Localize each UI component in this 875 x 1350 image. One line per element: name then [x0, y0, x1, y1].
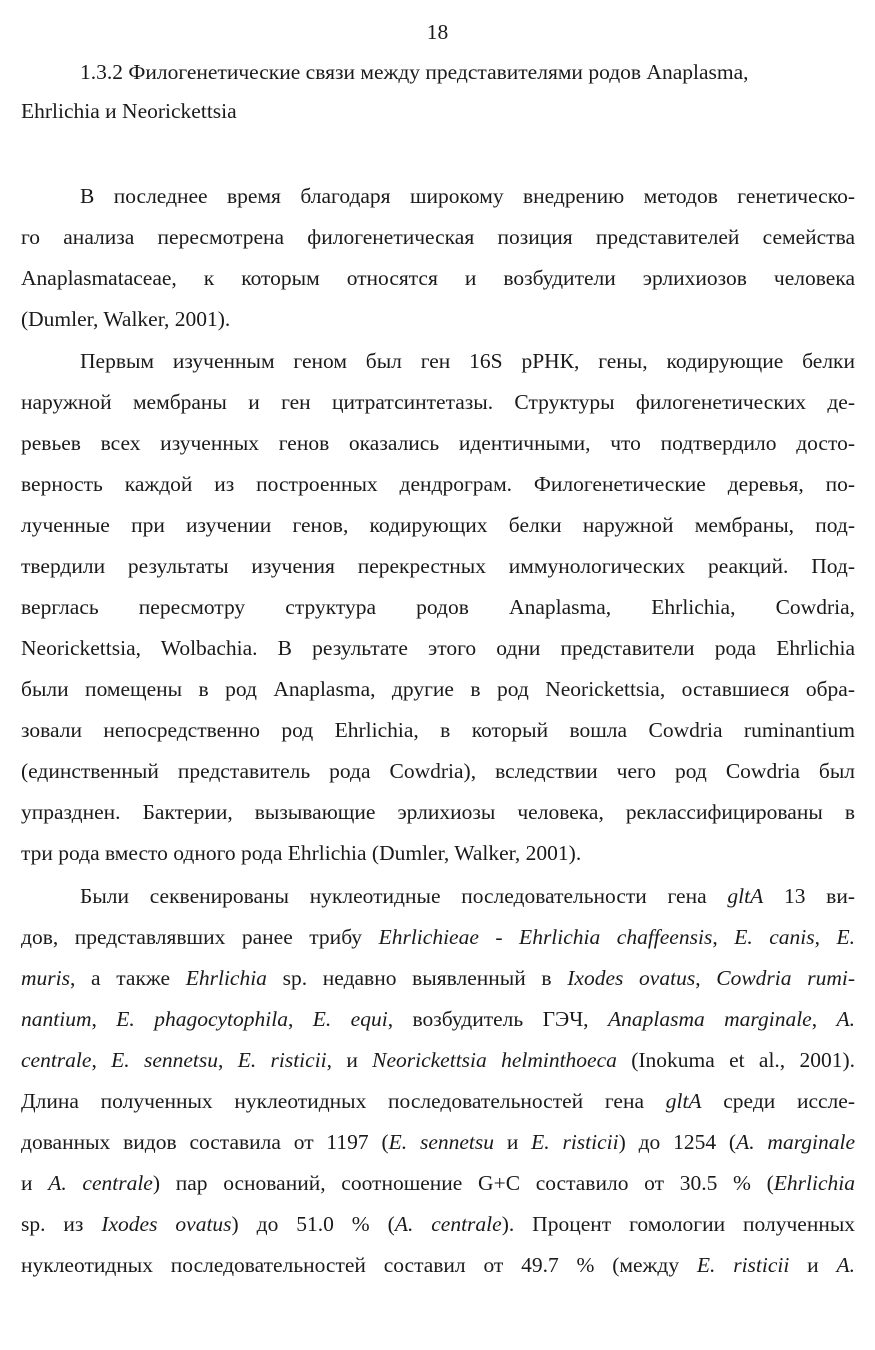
paragraph-2-line: верглась пересмотру структура родов Anaplasma, Ehrlichia, Cowdria,: [21, 595, 855, 619]
paragraph-2-line: верность каждой из построенных дендрограм. Филогенетические деревья, по-: [21, 472, 855, 496]
paragraph-1-line: го анализа пересмотрена филогенетическая позиция представителей семейства: [21, 225, 855, 249]
page-number: 18: [426, 20, 449, 44]
paragraph-2-line: зовали непосредственно род Ehrlichia, в который вошла Cowdria ruminantium: [21, 718, 855, 742]
paragraph-1-line: (Dumler, Walker, 2001).: [21, 307, 231, 331]
section-heading-line-2: Ehrlichia и Neorickettsia: [21, 99, 237, 123]
paragraph-2-line: наружной мембраны и ген цитратсинтетазы. Структуры филогенетических де-: [21, 390, 855, 414]
paragraph-3-line: centrale, E. sennetsu, E. risticii, и Neorickettsia helminthoeca (Inokuma et al., 2001).: [21, 1048, 855, 1072]
paragraph-1-line: В последнее время благодаря широкому внедрению методов генетическо-: [80, 184, 855, 208]
paragraph-2-line: Первым изученным геном был ген 16S рРНК, гены, кодирующие белки: [80, 349, 855, 373]
paragraph-3-line: Были секвенированы нуклеотидные последовательности гена gltA 13 ви-: [80, 884, 855, 908]
paragraph-3-line: nantium, E. phagocytophila, E. equi, возбудитель ГЭЧ, Anaplasma marginale, A.: [21, 1007, 856, 1031]
paragraph-2-line: три рода вместо одного рода Ehrlichia (Dumler, Walker, 2001).: [21, 841, 582, 865]
paragraph-2-line: (единственный представитель рода Cowdria), вследствии чего род Cowdria был: [21, 759, 855, 783]
paragraph-2-line: упразднен. Бактерии, вызывающие эрлихиозы человека, реклассифицированы в: [21, 800, 855, 824]
paragraph-2-line: Neorickettsia, Wolbachia. В результате этого одни представители рода Ehrlichia: [21, 636, 855, 660]
paragraph-3-line: нуклеотидных последовательностей составил от 49.7 % (между E. risticii и A.: [21, 1253, 855, 1277]
paragraph-2-line: были помещены в род Anaplasma, другие в род Neorickettsia, оставшиеся обра-: [21, 677, 855, 701]
paragraph-2-line: твердили результаты изучения перекрестных иммунологических реакций. Под-: [21, 554, 855, 578]
paragraph-3-line: дованных видов составила от 1197 (E. sennetsu и E. risticii) до 1254 (A. marginale: [21, 1130, 856, 1154]
paragraph-3-line: muris, а также Ehrlichia sp. недавно выявленный в Ixodes ovatus, Cowdria rumi-: [21, 966, 855, 990]
paragraph-2-line: ревьев всех изученных генов оказались идентичными, что подтвердило досто-: [21, 431, 855, 455]
paragraph-3-line: sp. из Ixodes ovatus) до 51.0 % (A. centrale). Процент гомологии полученных: [21, 1212, 856, 1236]
paragraph-3-line: Длина полученных нуклеотидных последовательностей гена gltA среди иссле-: [21, 1089, 855, 1113]
paragraph-3-line: и A. centrale) пар оснований, соотношение G+C составило от 30.5 % (Ehrlichia: [21, 1171, 855, 1195]
paragraph-2-line: лученные при изучении генов, кодирующих белки наружной мембраны, под-: [21, 513, 855, 537]
paragraph-3-line: дов, представлявших ранее трибу Ehrlichieae - Ehrlichia chaffeensis, E. canis, E.: [21, 925, 856, 949]
section-heading-line-1: 1.3.2 Филогенетические связи между представителями родов Anaplasma,: [80, 60, 749, 84]
paragraph-1-line: Anaplasmataceae, к которым относятся и возбудители эрлихиозов человека: [21, 266, 855, 290]
